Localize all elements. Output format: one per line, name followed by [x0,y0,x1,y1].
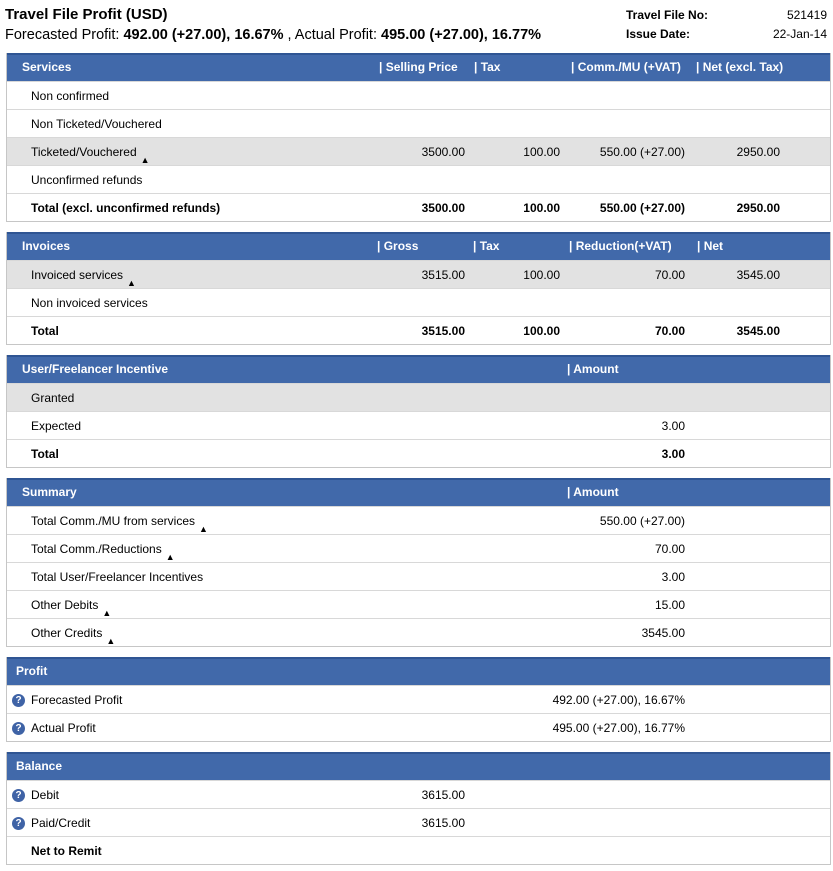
table-row[interactable] [7,137,830,165]
comm-cell: 550.00 (+27.00) [599,145,685,159]
table-row [7,713,830,741]
question-circle-icon[interactable]: ? [12,789,25,802]
tax-cell: 100.00 [523,145,560,159]
summary-panel [6,478,831,647]
question-circle-icon[interactable]: ? [12,722,25,735]
table-row[interactable] [7,506,830,534]
row-label-link[interactable]: Total Comm./MU from services$_▲$ [31,514,208,534]
row-label: Debit [31,788,60,802]
issue-date-value: 22-Jan-14 [772,27,827,41]
row-label: Total (excl. unconfirmed refunds) [31,201,221,215]
amount-cell: 3.00 [661,570,685,584]
net-cell: 3545.00 [736,268,780,282]
table-row [7,81,830,109]
forecast-value: 492.00 (+27.00), 16.67% [123,27,284,43]
amount-cell: 15.00 [654,598,685,612]
row-label: Non confirmed [31,89,110,103]
col-services: Services [22,60,72,74]
amount-cell: 3545.00 [641,626,685,640]
issue-date-label: Issue Date: [626,27,691,41]
profit-title: Profit [16,664,48,678]
row-label: Total [31,447,59,461]
row-label: Unconfirmed refunds [31,173,143,187]
amount-cell: 3.00 [661,447,685,461]
table-row [7,383,830,411]
balance-title: Balance [16,759,63,773]
profit-header [7,657,830,685]
net-cell: 3545.00 [736,324,780,338]
net-cell: 2950.00 [736,145,780,159]
row-label: Total User/Freelancer Incentives [31,570,204,584]
table-row [7,685,830,713]
actual-label: , Actual Profit: [283,27,382,43]
row-label-link[interactable]: Other Credits$_▲$ [31,626,116,646]
gross-cell: 3515.00 [421,268,465,282]
triangle-up-icon[interactable]: ▲ [140,155,150,165]
table-row [7,109,830,137]
selling-price-cell: 3500.00 [421,201,465,215]
col-comm: | Comm./MU (+VAT) [571,60,681,74]
value-cell: 3615.00 [421,788,465,802]
actual-value: 495.00 (+27.00), 16.77% [381,27,542,43]
row-label-link[interactable]: Ticketed/Vouchered$_▲$ [31,145,150,165]
row-label: Non invoiced services [31,296,148,310]
balance-panel [6,752,831,865]
tax-cell: 100.00 [523,324,560,338]
col-net: | Net [697,239,724,253]
total-row [7,836,830,864]
reduction-cell: 70.00 [654,324,685,338]
total-row [7,193,830,221]
selling-price-cell: 3500.00 [421,145,465,159]
profit-panel [6,657,831,742]
col-gross: | Gross [377,239,419,253]
triangle-up-icon[interactable]: ▲ [165,552,175,562]
table-row [7,165,830,193]
row-label-link[interactable]: Invoiced services$_▲$ [31,268,136,288]
incentive-header [7,355,830,383]
row-label: Expected [31,419,82,433]
table-row [7,808,830,836]
row-label: Paid/Credit [31,816,91,830]
value-cell: 3615.00 [421,816,465,830]
question-circle-icon[interactable]: ? [12,694,25,707]
row-label: Actual Profit [31,721,96,735]
tax-cell: 100.00 [523,201,560,215]
row-label: Forecasted Profit [31,693,123,707]
net-cell: 2950.00 [736,201,780,215]
summary-header [7,478,830,506]
col-reduction: | Reduction(+VAT) [569,239,672,253]
balance-header [7,752,830,780]
travel-file-no-value: 521419 [786,8,827,22]
amount-cell: 70.00 [654,542,685,556]
reduction-cell: 70.00 [654,268,685,282]
tax-cell: 100.00 [523,268,560,282]
table-row [7,780,830,808]
row-label-link[interactable]: Total Comm./Reductions$_▲$ [31,542,175,562]
amount-cell: 550.00 (+27.00) [599,514,685,528]
row-label: Granted [31,391,75,405]
row-label: Non Ticketed/Vouchered [31,117,162,131]
col-tax: | Tax [474,60,501,74]
triangle-up-icon[interactable]: ▲ [102,608,112,618]
value-cell: 495.00 (+27.00), 16.77% [552,721,685,735]
gross-cell: 3515.00 [421,324,465,338]
col-selling-price: | Selling Price [379,60,458,74]
col-net: | Net (excl. Tax) [696,60,784,74]
col-tax: | Tax [473,239,500,253]
col-amount: | Amount [567,362,619,376]
comm-cell: 550.00 (+27.00) [599,201,685,215]
invoices-panel [6,232,831,345]
table-row [7,288,830,316]
question-circle-icon[interactable]: ? [12,817,25,830]
forecast-label: Forecasted Profit: [5,27,124,43]
table-row[interactable] [7,534,830,562]
amount-cell: 3.00 [661,419,685,433]
row-label: Net to Remit [31,844,102,858]
page-header [0,0,833,50]
table-row[interactable] [7,618,830,646]
row-label: Total [31,324,59,338]
services-panel [6,53,831,222]
col-invoices: Invoices [22,239,71,253]
total-row [7,316,830,344]
triangle-up-icon[interactable]: ▲ [106,636,116,646]
table-row [7,562,830,590]
col-amount: | Amount [567,485,619,499]
travel-file-no-label: Travel File No: [626,8,709,22]
table-row[interactable] [7,590,830,618]
invoices-header [7,232,830,260]
page-title: Travel File Profit (USD) [5,6,168,23]
table-row[interactable] [7,260,830,288]
triangle-up-icon[interactable]: ▲ [199,524,208,534]
services-header [7,53,830,81]
value-cell: 492.00 (+27.00), 16.67% [552,693,685,707]
row-label-link[interactable]: Other Debits$_▲$ [31,598,112,618]
table-row [7,411,830,439]
incentive-panel [6,355,831,468]
triangle-up-icon[interactable]: ▲ [127,278,136,288]
col-incentive: User/Freelancer Incentive [22,362,169,376]
col-summary: Summary [22,485,77,499]
total-row [7,439,830,467]
profit-summary-line [5,27,541,43]
